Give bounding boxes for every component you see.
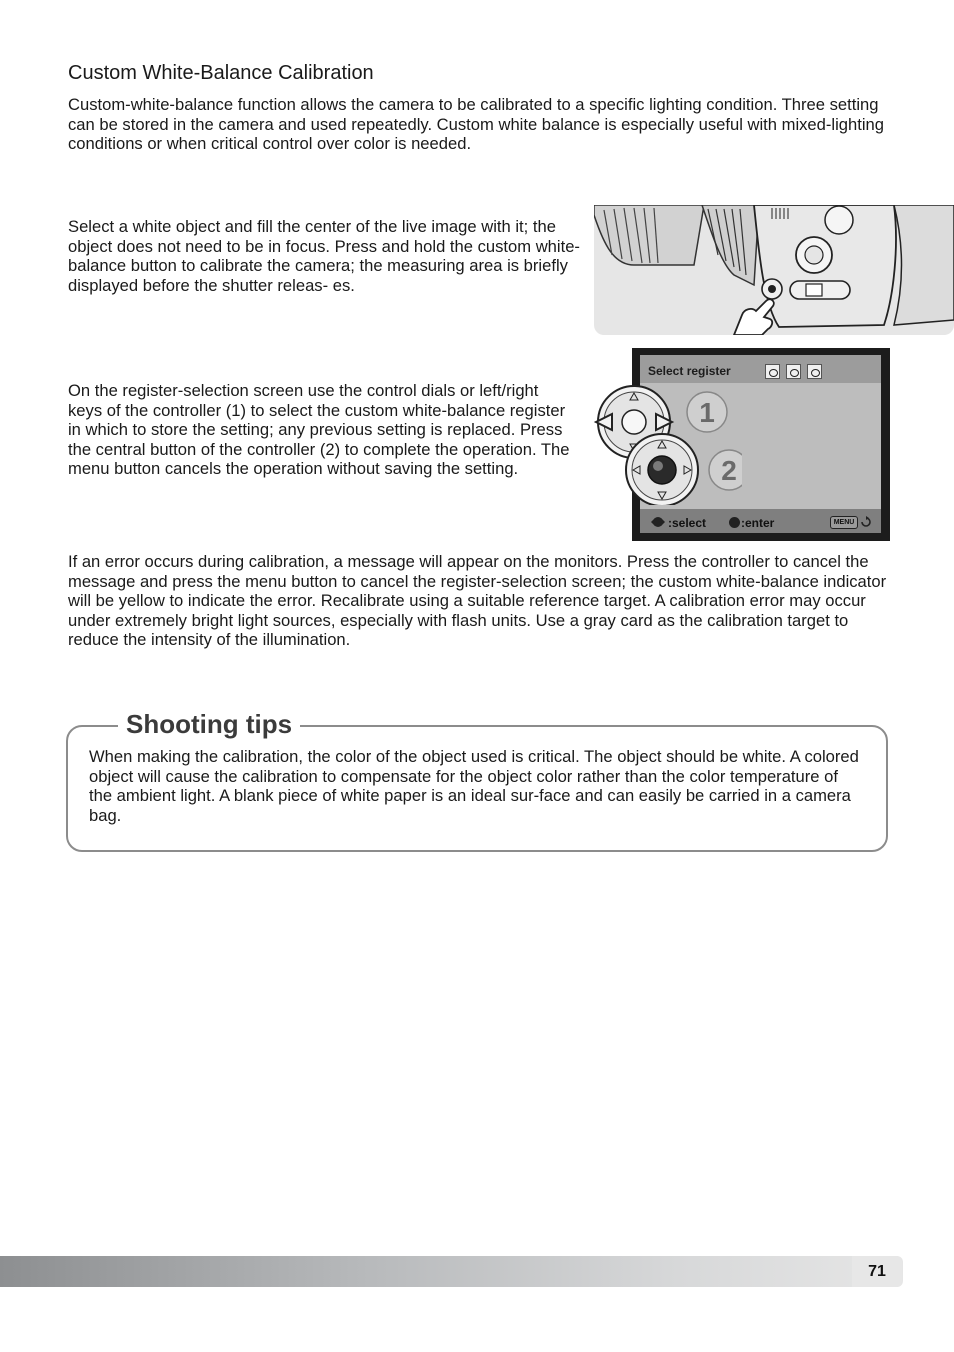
footer-select-label: :select xyxy=(668,516,707,530)
wb-register-2-icon[interactable] xyxy=(786,364,801,379)
controller-2-icon xyxy=(626,434,698,505)
step2-paragraph: On the register-selection screen use the control dials or left/right keys of the controller (1) to select the custom white-balance register in which to store the setting; any previous setting is replaced. Press the central button of the controller (2) to complete the operation. The menu button cancels the operation without saving the setting. xyxy=(68,381,570,479)
controller-label-1: 1 xyxy=(699,397,715,428)
enter-button-icon xyxy=(729,517,740,528)
menu-button-icon: MENU xyxy=(830,516,858,529)
footer-enter-label: :enter xyxy=(741,516,775,530)
back-arrow-icon xyxy=(860,516,872,528)
wb-register-1-icon[interactable] xyxy=(765,364,780,379)
section-title: Custom White-Balance Calibration xyxy=(68,62,374,84)
shooting-tips-text: When making the calibration, the color of the object used is critical. The object should be white. A colored object will cause the calibration to compensate for the object color rather than the color temperature of the ambient light. A blank piece of white paper is an ideal sur-face and can easily be carried in a camera bag. xyxy=(89,747,859,825)
controller-label-2: 2 xyxy=(721,455,737,486)
step1-paragraph: Select a white object and fill the center of the live image with it; the object does not need to be in focus. Press and hold the custom white-balance button to calibrate the camera; the measuring area is briefly displayed before the shutter releas- es. xyxy=(68,217,580,295)
screen-header xyxy=(640,355,881,383)
intro-paragraph: Custom-white-balance function allows the camera to be calibrated to a specific lighting condition. Three setting can be stored in the camera and used repeatedly. Custom white balance is especially useful with mixed-lighting conditions or when critical control over color is needed. xyxy=(68,95,884,154)
camera-illustration xyxy=(594,205,954,335)
error-paragraph: If an error occurs during calibration, a message will appear on the monitors. Press the controller to cancel the message and press the menu button to cancel the register-selection screen; the custom white-balance indicator will be yellow to indicate the error. Recalibrate using a suitable reference target. A calibration error may occur under extremely bright light sources, especially with flash units. Use a gray card as the calibration target to reduce the intensity of the illumination. xyxy=(68,552,887,650)
page-footer-bar xyxy=(0,1256,903,1287)
page-number: 71 xyxy=(868,1263,886,1280)
page-number-box xyxy=(852,1256,902,1287)
shooting-tips-title: Shooting tips xyxy=(126,709,293,739)
controller-illustration xyxy=(592,380,742,505)
left-right-arrows-icon xyxy=(651,516,665,528)
screen-footer xyxy=(640,509,881,533)
screen-title: Select register xyxy=(648,364,731,378)
wb-register-3-icon[interactable] xyxy=(807,364,822,379)
shooting-tips-heading xyxy=(118,706,300,742)
